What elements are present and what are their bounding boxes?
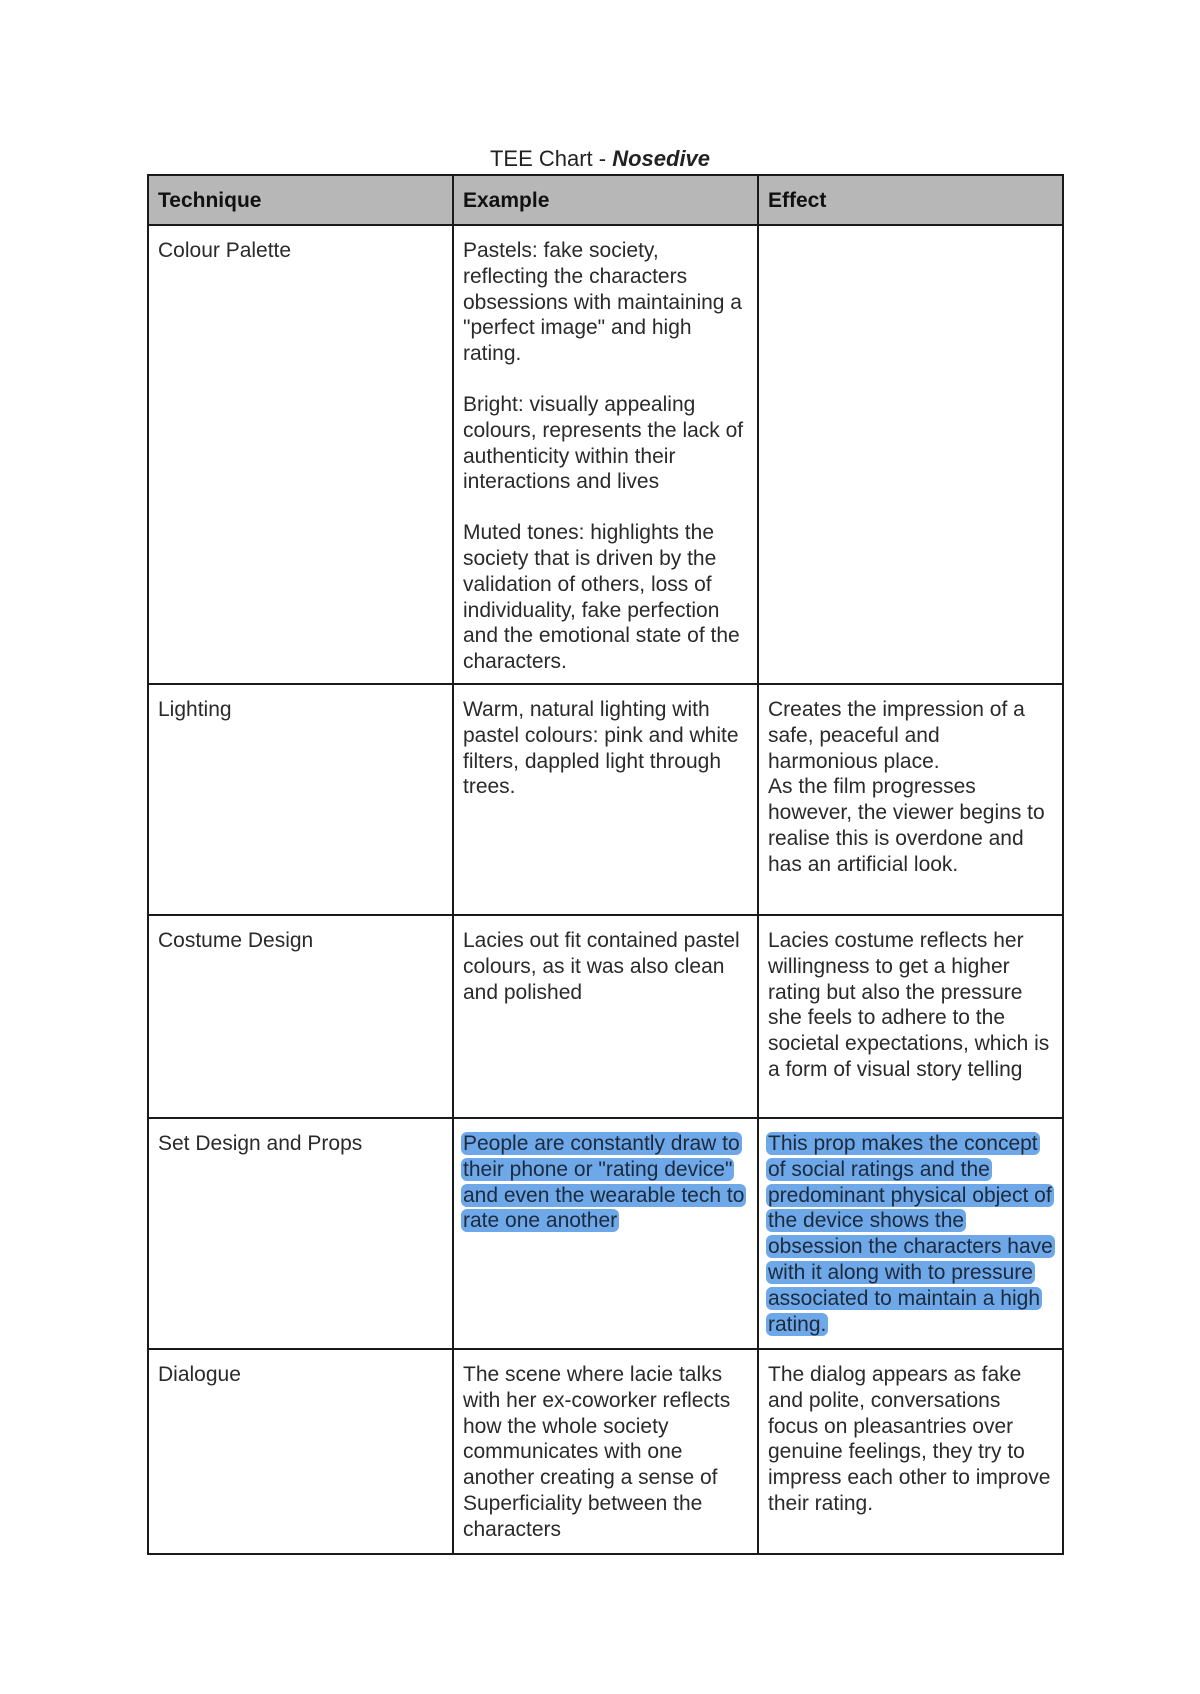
title-prefix: TEE Chart - (489, 146, 613, 171)
effect-cell: The dialog appears as fake and polite, conversations focus on pleasantries over genuine feelings, they try to impress each other to improve their rating. (758, 1349, 1063, 1554)
example-paragraph: Lacies out fit contained pastel colours, as it was also clean and polished (463, 928, 740, 1004)
example-cell (453, 684, 758, 915)
table-row (148, 1349, 1063, 1554)
technique-cell: Colour Palette (148, 225, 453, 684)
highlighted-text: People are constantly draw to their phone or "rating device" and even the wearable tech to rate one another (463, 1131, 745, 1233)
example-paragraph: Muted tones: highlights the society that is driven by the validation of others, loss of individuality, fake perfection and the emotional state of the characters. (463, 521, 740, 674)
technique-cell: Set Design and Props (148, 1118, 453, 1349)
header-effect: Effect (758, 175, 1063, 225)
effect-cell (758, 225, 1063, 684)
technique-cell: Costume Design (148, 915, 453, 1118)
effect-cell (758, 1118, 1063, 1349)
example-paragraph: Warm, natural lighting with pastel colours: pink and white filters, dappled light through trees. (463, 697, 739, 799)
example-cell (453, 1349, 758, 1554)
tee-chart-table (147, 174, 1064, 1555)
example-paragraph: Pastels: fake society, reflecting the characters obsessions with maintaining a "perfect image" and high rating. (463, 239, 742, 366)
highlighted-text: This prop makes the concept of social ratings and the predominant physical object of the device shows the obsession the characters have with it along with to pressure associated to maintain a high rating. (768, 1131, 1053, 1336)
header-technique: Technique (148, 175, 453, 225)
example-paragraph: Bright: visually appealing colours, represents the lack of authenticity within their interactions and lives (463, 392, 744, 494)
film-title: Nosedive (612, 146, 711, 171)
example-paragraph: The scene where lacie talks with her ex-coworker reflects how the whole society communicates with one another creating a sense of Superficiality between the characters (463, 1362, 731, 1541)
effect-text: Creates the impression of a safe, peaceful and harmonious place. As the film progresses however, the viewer begins to realise this is overdone and has an artificial look. (768, 697, 1045, 876)
table-row (148, 915, 1063, 1118)
table-row (148, 225, 1063, 684)
page-title (0, 145, 1200, 173)
example-cell (453, 1118, 758, 1349)
table-row (148, 1118, 1063, 1349)
effect-cell (758, 684, 1063, 915)
header-example: Example (453, 175, 758, 225)
example-cell (453, 225, 758, 684)
technique-cell: Dialogue (148, 1349, 453, 1554)
technique-cell: Lighting (148, 684, 453, 915)
header-row (148, 175, 1063, 225)
example-cell (453, 915, 758, 1118)
table-row (148, 684, 1063, 915)
effect-cell: Lacies costume reflects her willingness to get a higher rating but also the pressure she feels to adhere to the societal expectations, which is a form of visual story telling (758, 915, 1063, 1118)
